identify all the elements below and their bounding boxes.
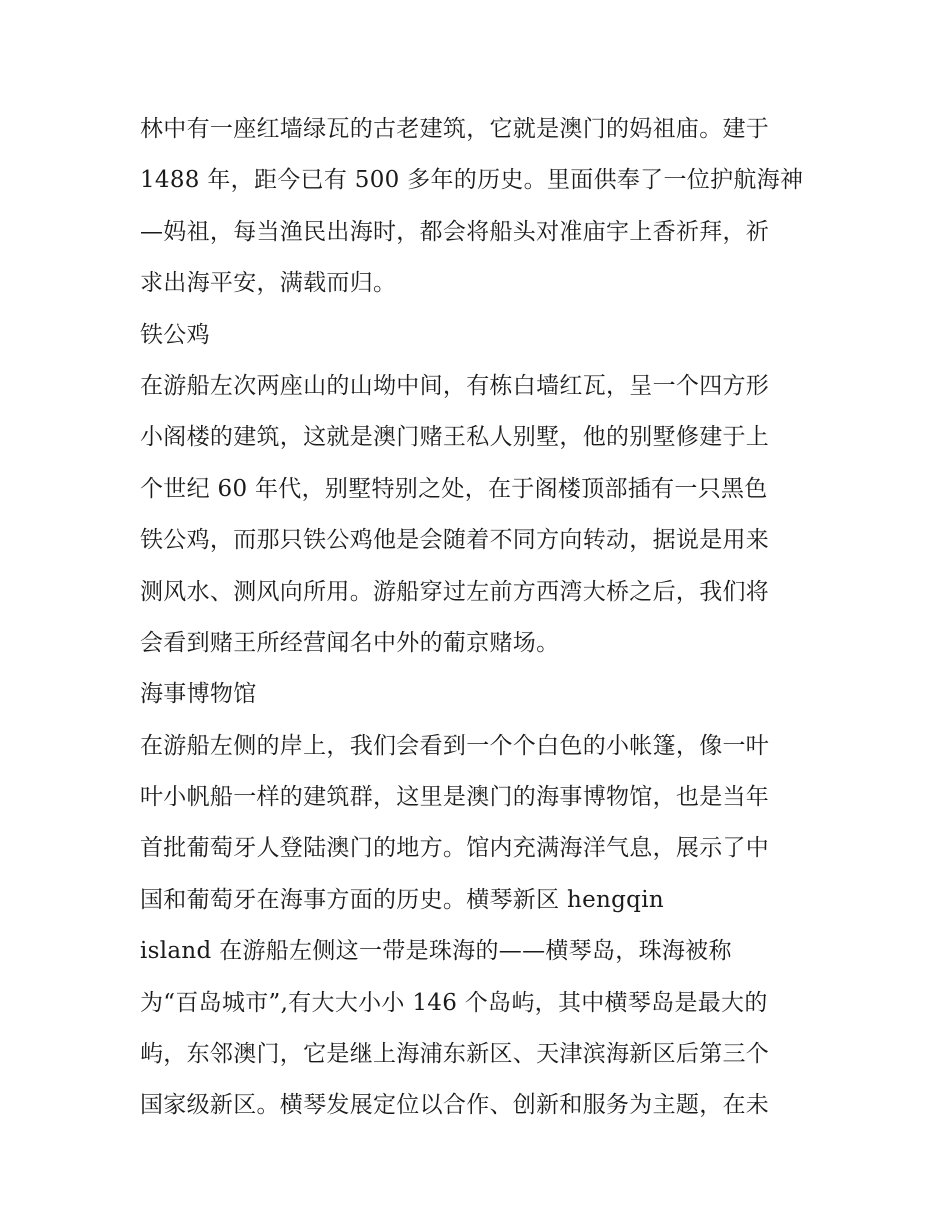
text-line: 林中有一座红墙绿瓦的古老建筑，它就是澳门的妈祖庙。建于 <box>140 116 770 142</box>
text-line: island 在游船左侧这一带是珠海的——横琴岛，珠海被称 <box>140 938 732 965</box>
text-line: 在游船左侧的岸上，我们会看到一个个白色的小帐篷，像一叶 <box>140 732 770 759</box>
text-line: 求出海平安，满载而归。 <box>140 270 397 297</box>
text-line: 叶小帆船一样的建筑群，这里是澳门的海事博物馆，也是当年 <box>140 784 770 811</box>
text-line: 会看到赌王所经营闻名中外的葡京赌场。 <box>140 629 560 656</box>
text-line: 铁公鸡，而那只铁公鸡他是会随着不同方向转动，据说是用来 <box>140 527 770 554</box>
document-body <box>140 104 820 1132</box>
text-line: 在游船左次两座山的山坳中间，有栋白墙红瓦，呈一个四方形 <box>140 372 770 399</box>
text-line: 个世纪 60 年代，别墅特别之处，在于阁楼顶部插有一只黑色 <box>140 475 768 502</box>
section-heading-tie-gong-ji: 铁公鸡 <box>140 321 210 348</box>
text-line: 为“百岛城市”,有大大小小 146 个岛屿，其中横琴岛是最大的 <box>140 989 768 1016</box>
text-line: 测风水、测风向所用。游船穿过左前方西湾大桥之后，我们将 <box>140 578 770 605</box>
text-line: —妈祖，每当渔民出海时，都会将船头对准庙宇上香祈拜，祈 <box>140 218 770 245</box>
text-line: 国家级新区。横琴发展定位以合作、创新和服务为主题，在未 <box>140 1092 770 1119</box>
text-line: 屿，东邻澳门，它是继上海浦东新区、天津滨海新区后第三个 <box>140 1041 770 1068</box>
text-line: 国和葡萄牙在海事方面的历史。横琴新区 hengqin <box>140 886 664 913</box>
text-line: 首批葡萄牙人登陆澳门的地方。馆内充满海洋气息，展示了中 <box>140 835 770 862</box>
section-heading-maritime-museum: 海事博物馆 <box>140 681 257 708</box>
text-line: 1488 年，距今已有 500 多年的历史。里面供奉了一位护航海神 <box>140 167 804 194</box>
text-line: 小阁楼的建筑，这就是澳门赌王私人别墅，他的别墅修建于上 <box>140 424 770 451</box>
